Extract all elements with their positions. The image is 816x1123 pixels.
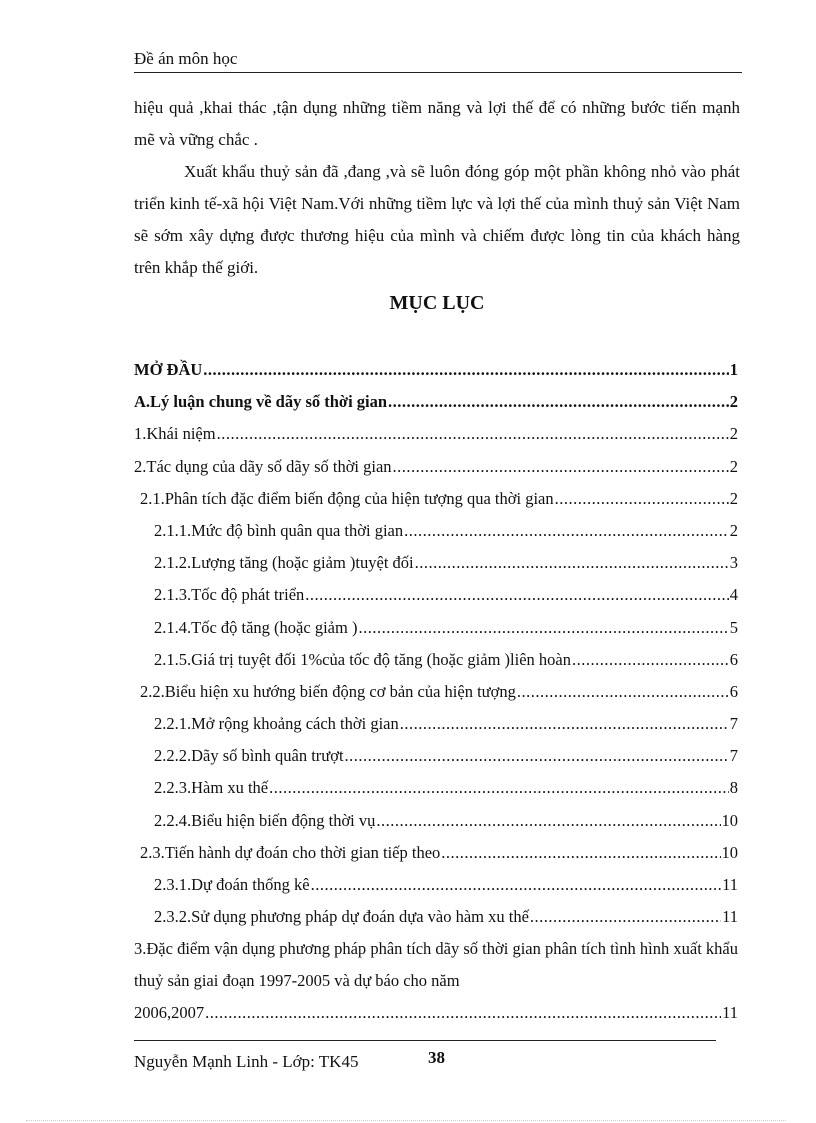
toc-leader	[311, 869, 722, 901]
toc-entry-page: 8	[729, 778, 738, 798]
toc-leader	[345, 740, 729, 772]
toc-entry-text: 2.2.2.Dãy số bình quân trượt	[154, 746, 344, 766]
toc-leader	[441, 837, 720, 869]
toc-entry-page: 10	[721, 842, 738, 862]
toc-entry-page: 2	[729, 520, 738, 540]
toc-entry-text: 2.1.2.Lượng tăng (hoặc giảm )tuyệt đối	[154, 553, 414, 573]
toc-entry[interactable]	[134, 805, 738, 837]
toc-entry-page: 7	[729, 714, 738, 734]
toc-entry-page: 6	[729, 681, 738, 701]
paragraph-1: hiệu quả ,khai thác ,tận dụng những tiềm năng và lợi thế để có những bước tiến mạnh mẽ và vững chắc .	[134, 98, 740, 149]
toc-entry-text: 2.1.3.Tốc độ phát triển	[154, 585, 305, 605]
toc-entry[interactable]	[134, 451, 738, 483]
toc-entry[interactable]	[134, 547, 738, 579]
toc-entry-page: 10	[721, 810, 738, 830]
toc-entry[interactable]	[134, 354, 738, 386]
toc-entry-page: 11	[722, 875, 738, 894]
toc-entry-page: 7	[729, 746, 738, 766]
toc-leader	[376, 805, 720, 837]
toc-entry[interactable]	[134, 515, 738, 547]
toc-leader	[388, 386, 729, 418]
toc-entry-text: 1.Khái niệm	[134, 424, 216, 444]
toc-entry-page: 1	[729, 360, 738, 379]
toc-entry-text: 2.1.1.Mức độ bình quân qua thời gian	[154, 520, 404, 540]
toc-title: MỤC LỤC	[389, 292, 485, 314]
toc-leader	[404, 515, 729, 547]
toc-entry-text: MỞ ĐẦU	[134, 360, 203, 379]
table-of-contents	[134, 354, 738, 1029]
toc-entry-text: 2.3.1.Dự đoán thống kê	[154, 875, 310, 894]
toc-entry[interactable]	[134, 483, 738, 515]
page-bottom-divider	[26, 1120, 786, 1121]
toc-entry[interactable]	[134, 418, 738, 450]
toc-entry-last-line	[134, 997, 738, 1029]
toc-entry-multiline[interactable]	[134, 933, 738, 1029]
toc-entry[interactable]	[134, 386, 738, 418]
toc-entry-page: 11	[722, 1003, 738, 1023]
toc-entry-page: 5	[729, 617, 738, 637]
toc-leader	[217, 418, 729, 450]
toc-leader	[305, 579, 728, 611]
toc-entry-text: 2.2.Biểu hiện xu hướng biến động cơ bản của hiện tượng	[140, 681, 516, 701]
toc-entry-page: 3	[729, 553, 738, 573]
header-title: Đề án môn học	[134, 49, 238, 68]
toc-leader	[269, 772, 729, 804]
toc-leader	[400, 708, 729, 740]
toc-entry-text: 2.Tác dụng của dãy số dãy số thời gian	[134, 456, 392, 476]
toc-entry-page: 2	[729, 424, 738, 444]
page-footer	[134, 1040, 716, 1071]
toc-leader	[415, 547, 729, 579]
toc-entry-text: 2.3.2.Sử dụng phương pháp dự đoán dựa vào hàm xu thế	[154, 907, 529, 927]
toc-leader	[517, 676, 729, 708]
toc-entry[interactable]	[134, 869, 738, 901]
toc-entry[interactable]	[134, 740, 738, 772]
toc-entry[interactable]	[134, 901, 738, 933]
toc-entry-page: 2	[729, 456, 738, 476]
toc-entry-page: 11	[722, 907, 738, 927]
toc-leader	[530, 901, 721, 933]
toc-entry-page: 2	[729, 488, 738, 508]
toc-entry[interactable]	[134, 708, 738, 740]
toc-entry-page: 2	[729, 392, 738, 412]
toc-entry-text: A.Lý luận chung về dãy số thời gian	[134, 392, 388, 412]
toc-entry-text: 2.1.Phân tích đặc điểm biến động của hiện tượng qua thời gian	[140, 488, 554, 508]
toc-entry-text: 2.1.5.Giá trị tuyệt đối 1%của tốc độ tăng (hoặc giảm )liên hoàn	[154, 649, 571, 669]
toc-leader	[358, 612, 728, 644]
toc-entry-page: 6	[729, 649, 738, 669]
toc-entry-text: 2.2.1.Mở rộng khoảng cách thời gian	[154, 714, 399, 734]
paragraph-2: Xuất khẩu thuỷ sản đã ,đang ,và sẽ luôn đóng góp một phần không nhỏ vào phát triển kinh tế-xã hội Việt Nam.Với những tiềm lực và lợi thế của mình thuỷ sản Việt Nam sẽ sớm xây dựng được thương hiệu của mình và chiếm được lòng tin của khách hàng trên khắp thế giới.	[134, 162, 740, 277]
toc-entry-text-end: 2006,2007	[134, 1003, 205, 1023]
toc-entry-text: 3.Đặc điểm vận dụng phương pháp phân tích dãy số thời gian phân tích tình hình xuất khẩu thuỷ sản giai đoạn 1997-2005 và dự báo cho năm	[134, 939, 738, 991]
toc-leader	[203, 354, 728, 386]
toc-leader	[572, 644, 729, 676]
toc-entry[interactable]	[134, 644, 738, 676]
toc-entry[interactable]	[134, 772, 738, 804]
toc-entry[interactable]	[134, 837, 738, 869]
toc-entry-text: 2.2.4.Biểu hiện biến động thời vụ	[154, 810, 376, 830]
footer-author: Nguyễn Mạnh Linh - Lớp: TK45	[134, 1052, 359, 1071]
toc-leader	[205, 997, 721, 1029]
toc-entry-text: 2.1.4.Tốc độ tăng (hoặc giảm )	[154, 617, 358, 637]
page-header	[134, 48, 742, 73]
toc-entry[interactable]	[134, 612, 738, 644]
toc-entry[interactable]	[134, 579, 738, 611]
toc-leader	[393, 451, 729, 483]
toc-entry-page: 4	[729, 585, 738, 605]
page-number: 38	[428, 1048, 445, 1067]
toc-entry-text: 2.3.Tiến hành dự đoán cho thời gian tiếp theo	[140, 842, 441, 862]
toc-entry-text: 2.2.3.Hàm xu thế	[154, 778, 269, 798]
toc-entry[interactable]	[134, 676, 738, 708]
toc-leader	[555, 483, 729, 515]
